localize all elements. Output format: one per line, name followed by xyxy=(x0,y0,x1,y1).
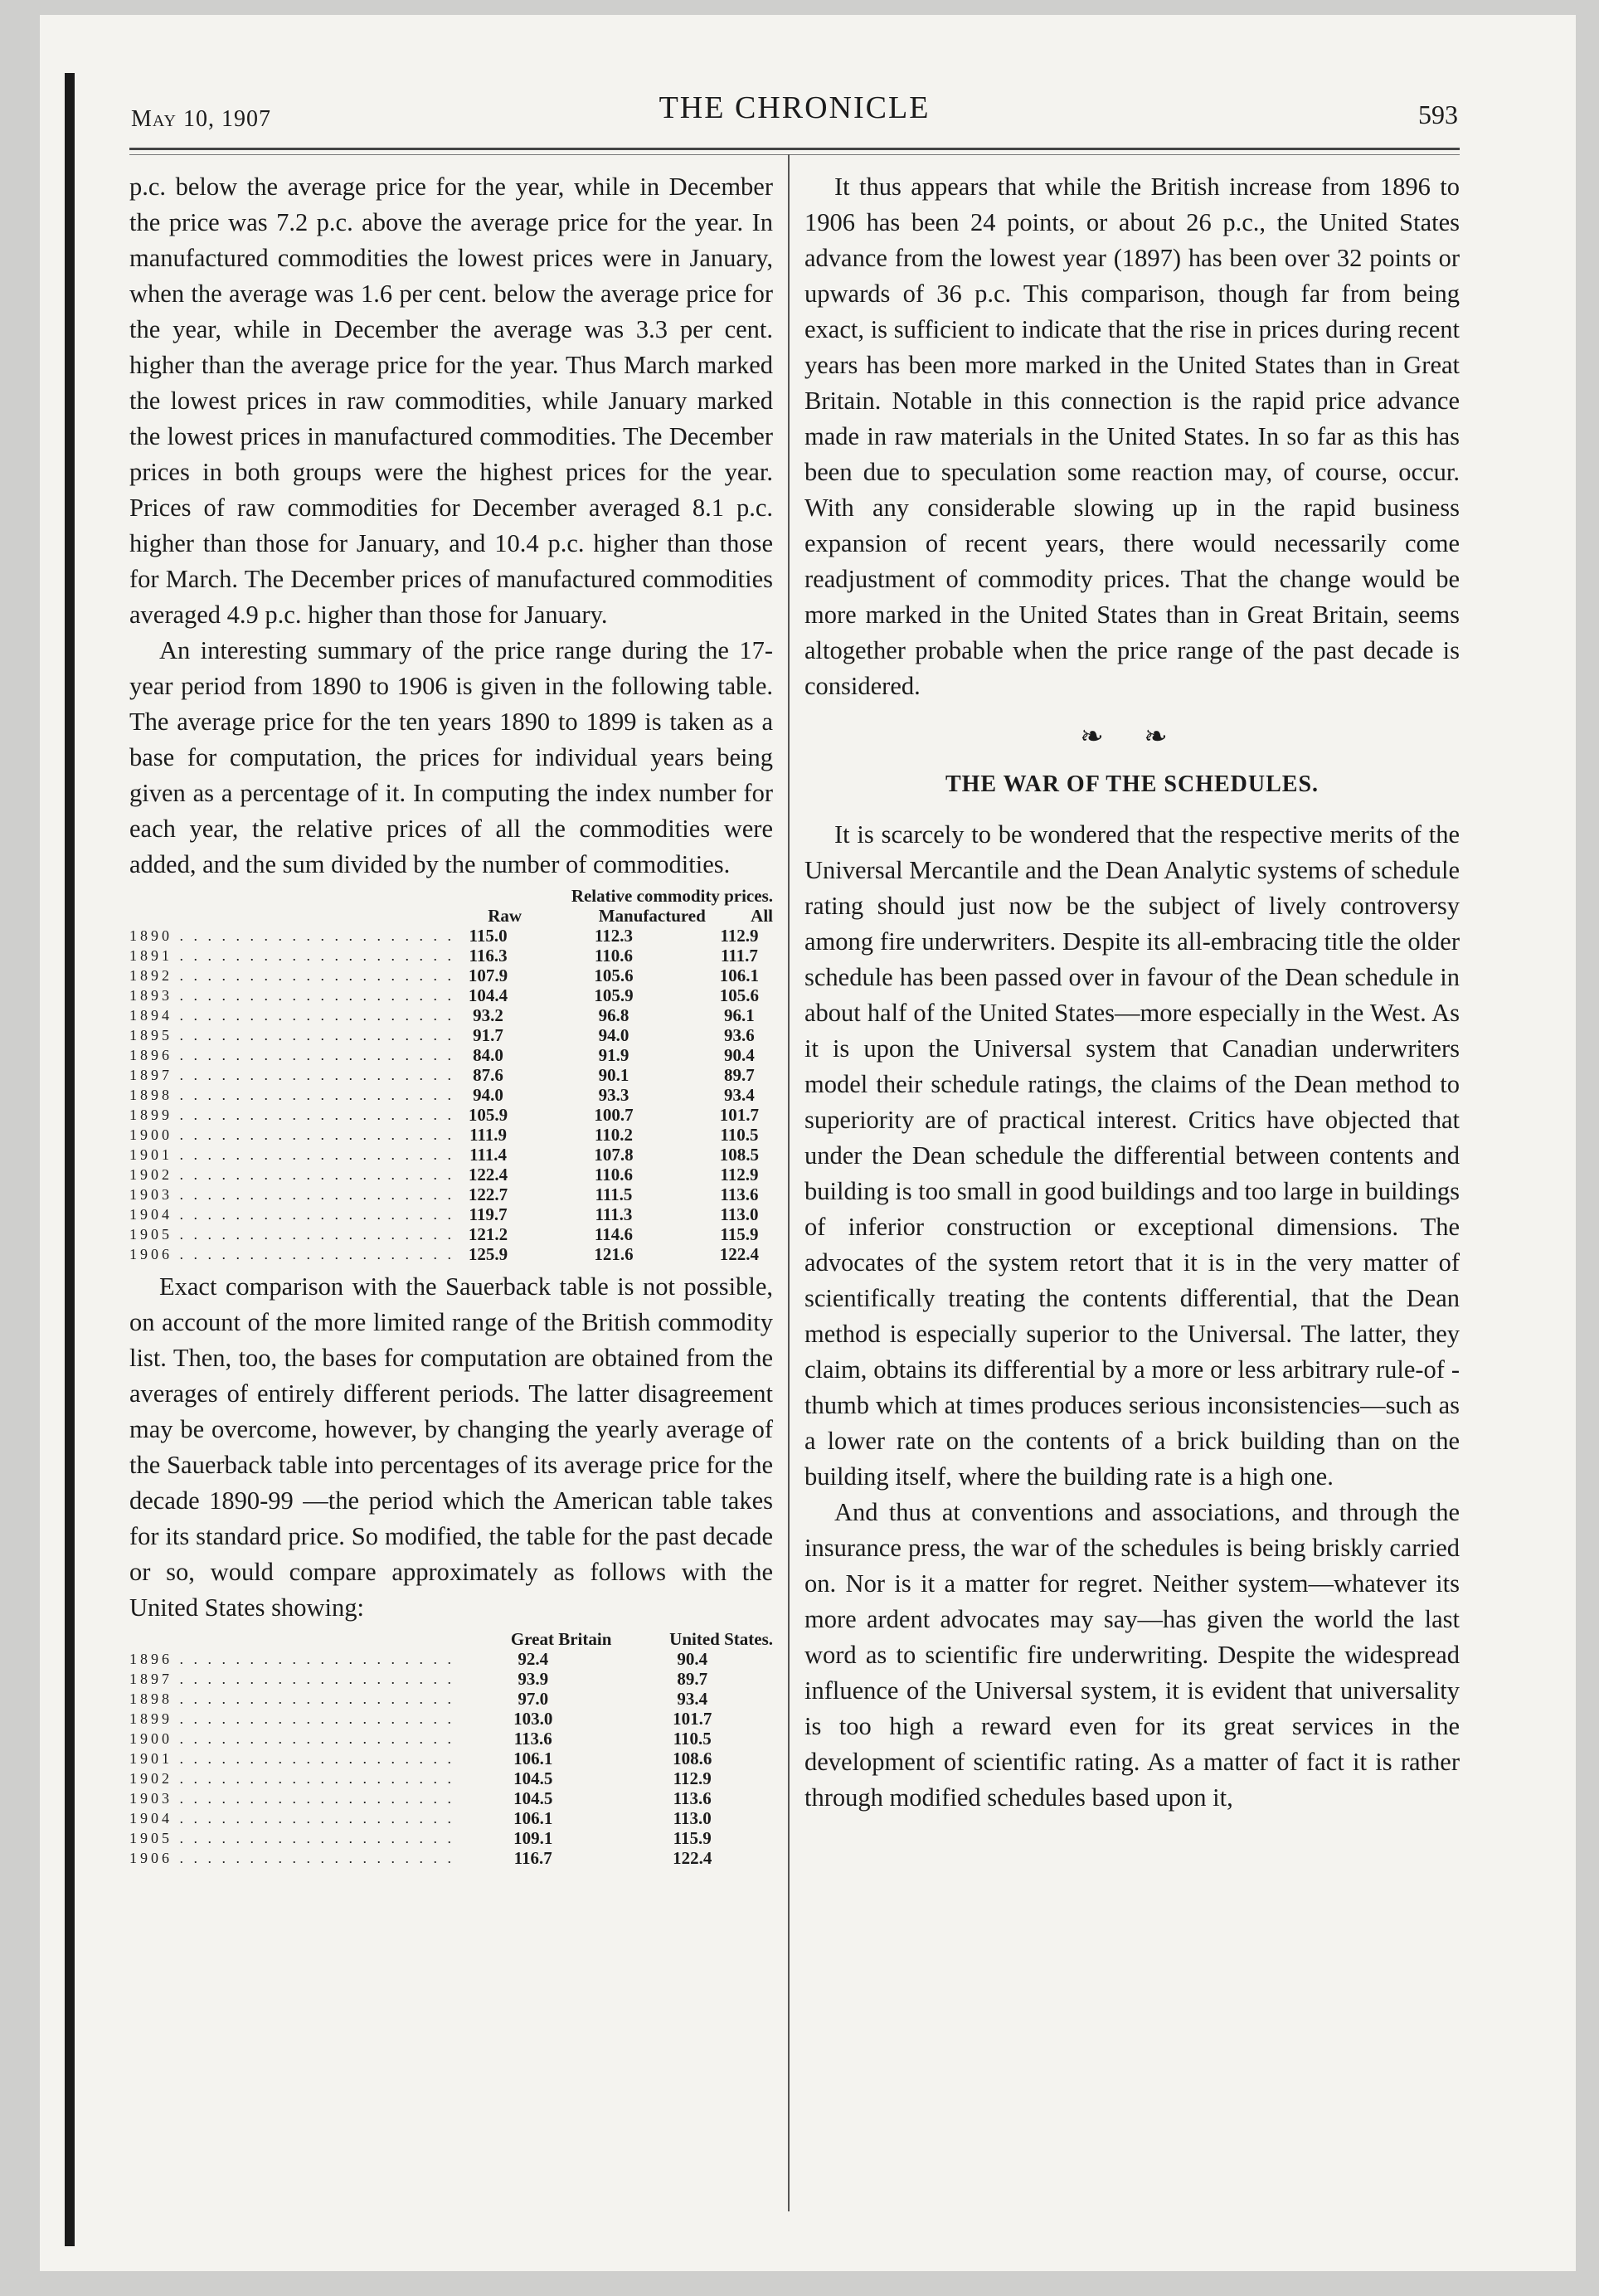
year-cell: 1891 . . . . . . . . . . . . . . . . . . . . xyxy=(129,947,454,964)
leader-dots: . . . . . . . . . . . . . . . . . . . . xyxy=(173,1087,454,1103)
manufactured-value: 111.5 xyxy=(595,1184,633,1204)
table-row xyxy=(129,1848,773,1868)
united-states-value: 112.9 xyxy=(673,1768,712,1788)
raw-value: 125.9 xyxy=(468,1244,508,1264)
great-britain-value: 97.0 xyxy=(518,1689,549,1709)
year-cell: 1904 . . . . . . . . . . . . . . . . . . . . xyxy=(129,1810,454,1827)
great-britain-value: 106.1 xyxy=(513,1749,553,1768)
column-divider xyxy=(788,154,790,2211)
raw-value: 122.7 xyxy=(468,1184,508,1204)
leader-dots: . . . . . . . . . . . . . . . . . . . . xyxy=(173,1007,454,1024)
leader-dots: . . . . . . . . . . . . . . . . . . . . xyxy=(173,967,454,984)
all-value: 111.7 xyxy=(720,946,758,966)
publication-title: THE CHRONICLE xyxy=(659,90,931,125)
raw-value: 115.0 xyxy=(469,926,508,946)
united-states-value: 110.5 xyxy=(673,1729,712,1749)
all-value: 113.0 xyxy=(720,1204,759,1224)
great-britain-value: 92.4 xyxy=(518,1649,549,1669)
table-row xyxy=(129,926,773,946)
united-states-value: 108.6 xyxy=(673,1749,712,1768)
united-states-value: 93.4 xyxy=(677,1689,708,1709)
leader-dots: . . . . . . . . . . . . . . . . . . . . xyxy=(173,927,454,944)
table-row xyxy=(129,1065,773,1085)
leader-dots: . . . . . . . . . . . . . . . . . . . . xyxy=(173,947,454,964)
leader-dots: . . . . . . . . . . . . . . . . . . . . xyxy=(173,1067,454,1083)
year-cell: 1901 . . . . . . . . . . . . . . . . . . . . xyxy=(129,1146,454,1163)
table-row xyxy=(129,1649,773,1669)
year-cell: 1892 . . . . . . . . . . . . . . . . . . . . xyxy=(129,967,454,984)
all-value: 110.5 xyxy=(720,1125,759,1145)
all-value: 112.9 xyxy=(720,1165,759,1184)
manufactured-value: 112.3 xyxy=(594,926,633,946)
great-britain-value: 104.5 xyxy=(513,1788,553,1808)
leader-dots: . . . . . . . . . . . . . . . . . . . . xyxy=(173,1186,454,1203)
all-value: 90.4 xyxy=(724,1045,755,1065)
united-states-value: 89.7 xyxy=(677,1669,708,1689)
all-value: 106.1 xyxy=(719,966,760,985)
great-britain-value: 113.6 xyxy=(513,1729,552,1749)
table-row xyxy=(129,1709,773,1729)
leader-dots: . . . . . . . . . . . . . . . . . . . . xyxy=(173,1126,454,1143)
leader-dots: . . . . . . . . . . . . . . . . . . . . xyxy=(173,1730,454,1747)
great-britain-value: 109.1 xyxy=(513,1828,553,1848)
table-row xyxy=(129,1224,773,1244)
paragraph: And thus at conventions and associations, and through the insurance press, the war of the schedules is being briskly carried on. Nor is it a matter for regret. Neither system—whatever its more ardent advocates may say—has given the world the last word as to scientific fire underwriting. Despite the widespread influence of the Universal system, it is evident that universality is too high a reward even for its great services in the development of scientific rating. As a matter of fact it is rather through modified schedules based upon it, xyxy=(804,1498,1460,1812)
newspaper-page xyxy=(40,15,1576,2271)
all-value: 105.6 xyxy=(719,985,760,1005)
manufactured-value: 114.6 xyxy=(594,1224,633,1244)
leader-dots: . . . . . . . . . . . . . . . . . . . . xyxy=(173,1047,454,1063)
all-value: 115.9 xyxy=(720,1224,759,1244)
leader-dots: . . . . . . . . . . . . . . . . . . . . xyxy=(173,1246,454,1262)
year-cell: 1903 . . . . . . . . . . . . . . . . . . . . xyxy=(129,1790,454,1807)
united-states-value: 90.4 xyxy=(677,1649,708,1669)
table-row xyxy=(129,1045,773,1065)
section-ornament: ❧ ❧ xyxy=(1080,722,1184,752)
manufactured-value: 91.9 xyxy=(598,1045,629,1065)
year-cell: 1901 . . . . . . . . . . . . . . . . . . . . xyxy=(129,1750,454,1767)
raw-value: 84.0 xyxy=(473,1045,503,1065)
manufactured-value: 93.3 xyxy=(598,1085,629,1105)
manufactured-value: 110.6 xyxy=(594,1165,633,1184)
leader-dots: . . . . . . . . . . . . . . . . . . . . xyxy=(173,1750,454,1767)
great-britain-value: 104.5 xyxy=(513,1768,553,1788)
leader-dots: . . . . . . . . . . . . . . . . . . . . xyxy=(173,1146,454,1163)
manufactured-value: 100.7 xyxy=(594,1105,634,1125)
article-heading: THE WAR OF THE SCHEDULES. xyxy=(945,771,1320,797)
leader-dots: . . . . . . . . . . . . . . . . . . . . xyxy=(173,1770,454,1787)
year-cell: 1902 . . . . . . . . . . . . . . . . . . . . xyxy=(129,1166,454,1183)
table-row xyxy=(129,1749,773,1768)
leader-dots: . . . . . . . . . . . . . . . . . . . . xyxy=(173,1226,454,1243)
table-row xyxy=(129,1244,773,1264)
paragraph: It thus appears that while the British increase from 1896 to 1906 has been 24 points, or about 26 p.c., the United States advance from the lowest year (1897) has been over 32 points or upwards of 36 p.c. This comparison, though far from being exact, is sufficient to indicate that the rise in prices during recent years has been more marked in the United States than in Great Britain. Notable in this connection is the rapid price advance made in raw materials in the United States. In so far as this has been due to speculation some reaction may, of course, occur. With any considerable slowing up in the rapid business expansion of recent years, there would necessarily come readjustment of commodity prices. That the change would be more marked in the United States than in Great Britain, seems altogether probable when the price range of the past decade is considered. xyxy=(804,173,1460,700)
raw-value: 122.4 xyxy=(468,1165,508,1184)
year-cell: 1905 . . . . . . . . . . . . . . . . . . . . xyxy=(129,1226,454,1243)
raw-value: 105.9 xyxy=(468,1105,508,1125)
paragraph: Exact comparison with the Sauerback table is not possible, on account of the more limited range of the British commodity list. Then, too, the bases for computation are obtained from the averages of entirely different periods. The latter disagreement may be overcome, however, by changing the yearly average of the Sauerback table into percentages of its average price for the decade 1890-99 —the period which the American table takes for its standard price. So modified, the table for the past decade or so, would compare approximately as follows with the United States showing: xyxy=(129,1272,773,1622)
all-value: 112.9 xyxy=(720,926,759,946)
raw-value: 107.9 xyxy=(468,966,508,985)
leader-dots: . . . . . . . . . . . . . . . . . . . . xyxy=(173,1107,454,1123)
united-states-value: 113.6 xyxy=(673,1788,712,1808)
year-cell: 1896 . . . . . . . . . . . . . . . . . . . . xyxy=(129,1651,454,1667)
page-number: 593 xyxy=(1418,100,1458,129)
leader-dots: . . . . . . . . . . . . . . . . . . . . xyxy=(173,1166,454,1183)
table-row xyxy=(129,1768,773,1788)
table-row xyxy=(129,1025,773,1045)
table-row xyxy=(129,1828,773,1848)
leader-dots: . . . . . . . . . . . . . . . . . . . . xyxy=(173,1710,454,1727)
all-value: 89.7 xyxy=(724,1065,755,1085)
column-header: Manufactured xyxy=(598,906,706,926)
raw-value: 91.7 xyxy=(473,1025,503,1045)
table-row xyxy=(129,985,773,1005)
year-cell: 1902 . . . . . . . . . . . . . . . . . . . . xyxy=(129,1770,454,1787)
paragraph: p.c. below the average price for the year, while in December the price was 7.2 p.c. above the average price for the year. In manufactured commodities the lowest prices were in January, when the average was 1.6 per cent. below the average price for the year, while in December the average was 3.3 per cent. higher than the average price for the year. Thus March marked the lowest prices in raw commodities, while January marked the lowest prices in manufactured commodities. The December prices in both groups were the highest prices for the year. Prices of raw commodities for December averaged 8.1 p.c. higher than those for January, and 10.4 p.c. higher than those for March. The December prices of manufactured commodities averaged 4.9 p.c. higher than those for January. xyxy=(129,173,773,629)
all-value: 96.1 xyxy=(724,1005,755,1025)
table-row xyxy=(129,1105,773,1125)
raw-value: 116.3 xyxy=(469,946,508,966)
table-row xyxy=(129,1145,773,1165)
header-rule-thin xyxy=(129,154,1460,155)
raw-value: 119.7 xyxy=(469,1204,508,1224)
leader-dots: . . . . . . . . . . . . . . . . . . . . xyxy=(173,1850,454,1866)
table-caption: Relative commodity prices. xyxy=(571,886,773,906)
year-cell: 1897 . . . . . . . . . . . . . . . . . . . . xyxy=(129,1671,454,1687)
table-row xyxy=(129,1085,773,1105)
year-cell: 1897 . . . . . . . . . . . . . . . . . . . . xyxy=(129,1067,454,1083)
manufactured-value: 107.8 xyxy=(594,1145,634,1165)
leader-dots: . . . . . . . . . . . . . . . . . . . . xyxy=(173,1810,454,1827)
raw-value: 111.4 xyxy=(469,1145,508,1165)
year-cell: 1890 . . . . . . . . . . . . . . . . . . . . xyxy=(129,927,454,944)
great-britain-value: 93.9 xyxy=(518,1669,549,1689)
leader-dots: . . . . . . . . . . . . . . . . . . . . xyxy=(173,1830,454,1846)
year-cell: 1896 . . . . . . . . . . . . . . . . . . . . xyxy=(129,1047,454,1063)
all-value: 113.6 xyxy=(720,1184,759,1204)
manufactured-value: 110.6 xyxy=(594,946,633,966)
all-value: 101.7 xyxy=(719,1105,760,1125)
page-binding-edge xyxy=(65,73,75,2246)
column-header: Great Britain xyxy=(510,1629,612,1649)
year-cell: 1899 . . . . . . . . . . . . . . . . . . . . xyxy=(129,1107,454,1123)
right-column xyxy=(804,169,1460,1816)
year-cell: 1906 . . . . . . . . . . . . . . . . . . . . xyxy=(129,1246,454,1262)
manufactured-value: 90.1 xyxy=(598,1065,629,1085)
table-row xyxy=(129,1005,773,1025)
all-value: 108.5 xyxy=(719,1145,760,1165)
table-row xyxy=(129,1165,773,1184)
leader-dots: . . . . . . . . . . . . . . . . . . . . xyxy=(173,1206,454,1223)
year-cell: 1900 . . . . . . . . . . . . . . . . . . . . xyxy=(129,1730,454,1747)
united-states-value: 115.9 xyxy=(673,1828,712,1848)
year-cell: 1900 . . . . . . . . . . . . . . . . . . . . xyxy=(129,1126,454,1143)
leader-dots: . . . . . . . . . . . . . . . . . . . . xyxy=(173,1690,454,1707)
united-states-value: 101.7 xyxy=(673,1709,712,1729)
all-value: 93.6 xyxy=(724,1025,755,1045)
table-row xyxy=(129,966,773,985)
united-states-value: 122.4 xyxy=(673,1848,712,1868)
relative-prices-table xyxy=(129,886,773,1264)
year-cell: 1899 . . . . . . . . . . . . . . . . . . . . xyxy=(129,1710,454,1727)
column-header: United States. xyxy=(669,1629,773,1649)
table-row xyxy=(129,1689,773,1709)
manufactured-value: 94.0 xyxy=(598,1025,629,1045)
leader-dots: . . . . . . . . . . . . . . . . . . . . xyxy=(173,1671,454,1687)
raw-value: 104.4 xyxy=(468,985,508,1005)
left-column xyxy=(129,169,773,1868)
manufactured-value: 121.6 xyxy=(594,1244,634,1264)
comparison-table xyxy=(129,1629,773,1868)
table-row xyxy=(129,1788,773,1808)
leader-dots: . . . . . . . . . . . . . . . . . . . . xyxy=(173,987,454,1004)
year-cell: 1894 . . . . . . . . . . . . . . . . . . . . xyxy=(129,1007,454,1024)
leader-dots: . . . . . . . . . . . . . . . . . . . . xyxy=(173,1027,454,1043)
table-row xyxy=(129,1184,773,1204)
year-cell: 1893 . . . . . . . . . . . . . . . . . . . . xyxy=(129,987,454,1004)
year-cell: 1903 . . . . . . . . . . . . . . . . . . . . xyxy=(129,1186,454,1203)
paragraph: It is scarcely to be wondered that the respective merits of the Universal Mercantile and the Dean Analytic systems of schedule rating should just now be the subject of lively controversy among fire underwriters. Despite its all-embracing title the older schedule has been passed over in favour of the Dean schedule in about half of the United States—more especially in the West. As it is upon the Universal system that Canadian underwriters model their schedule ratings, the claims of the Dean method to superiority are of practical interest. Critics have objected that under the Dean schedule the differential between contents and building is too small in good buildings and too large in buildings of inferior construction or exceptional dimensions. The advocates of the system retort that it is in the very matter of scientifically treating the contents differential, that the Dean method is especially superior to the Universal. The latter, they claim, obtains its differential by a more or less arbitrary rule-of -thumb which at times produces serious inconsistencies—such as a lower rate on the contents of a brick building than on the building itself, where the building rate is a high one. xyxy=(804,820,1460,1491)
table-row xyxy=(129,1669,773,1689)
column-header: All xyxy=(751,906,773,926)
manufactured-value: 96.8 xyxy=(598,1005,629,1025)
table-row xyxy=(129,1204,773,1224)
year-cell: 1904 . . . . . . . . . . . . . . . . . . . . xyxy=(129,1206,454,1223)
leader-dots: . . . . . . . . . . . . . . . . . . . . xyxy=(173,1790,454,1807)
issue-date: May 10, 1907 xyxy=(131,106,271,132)
year-cell: 1898 . . . . . . . . . . . . . . . . . . . . xyxy=(129,1087,454,1103)
raw-value: 93.2 xyxy=(473,1005,503,1025)
all-value: 93.4 xyxy=(724,1085,755,1105)
table-row xyxy=(129,1808,773,1828)
united-states-value: 113.0 xyxy=(673,1808,712,1828)
column-header: Raw xyxy=(488,906,522,926)
raw-value: 111.9 xyxy=(469,1125,508,1145)
year-cell: 1898 . . . . . . . . . . . . . . . . . . . . xyxy=(129,1690,454,1707)
manufactured-value: 105.9 xyxy=(594,985,634,1005)
great-britain-value: 103.0 xyxy=(513,1709,553,1729)
all-value: 122.4 xyxy=(719,1244,760,1264)
great-britain-value: 116.7 xyxy=(513,1848,552,1868)
manufactured-value: 105.6 xyxy=(594,966,634,985)
year-cell: 1895 . . . . . . . . . . . . . . . . . . . . xyxy=(129,1027,454,1043)
manufactured-value: 110.2 xyxy=(594,1125,633,1145)
paragraph: An interesting summary of the price range during the 17-year period from 1890 to 1906 is given in the following table. The average price for the ten years 1890 to 1899 is taken as a base for computation, the prices for individual years being given as a percentage of it. In computing the index number for each year, the relative prices of all the commodities were added, and the sum divided by the number of commodities. xyxy=(129,636,773,878)
manufactured-value: 111.3 xyxy=(595,1204,633,1224)
table-row xyxy=(129,1729,773,1749)
leader-dots: . . . . . . . . . . . . . . . . . . . . xyxy=(173,1651,454,1667)
header-rule xyxy=(129,148,1460,150)
year-cell: 1905 . . . . . . . . . . . . . . . . . . . . xyxy=(129,1830,454,1846)
raw-value: 121.2 xyxy=(468,1224,508,1244)
great-britain-value: 106.1 xyxy=(513,1808,553,1828)
page-header xyxy=(131,85,1458,134)
raw-value: 87.6 xyxy=(473,1065,503,1085)
table-row xyxy=(129,946,773,966)
year-cell: 1906 . . . . . . . . . . . . . . . . . . . . xyxy=(129,1850,454,1866)
table-row xyxy=(129,1125,773,1145)
raw-value: 94.0 xyxy=(473,1085,503,1105)
